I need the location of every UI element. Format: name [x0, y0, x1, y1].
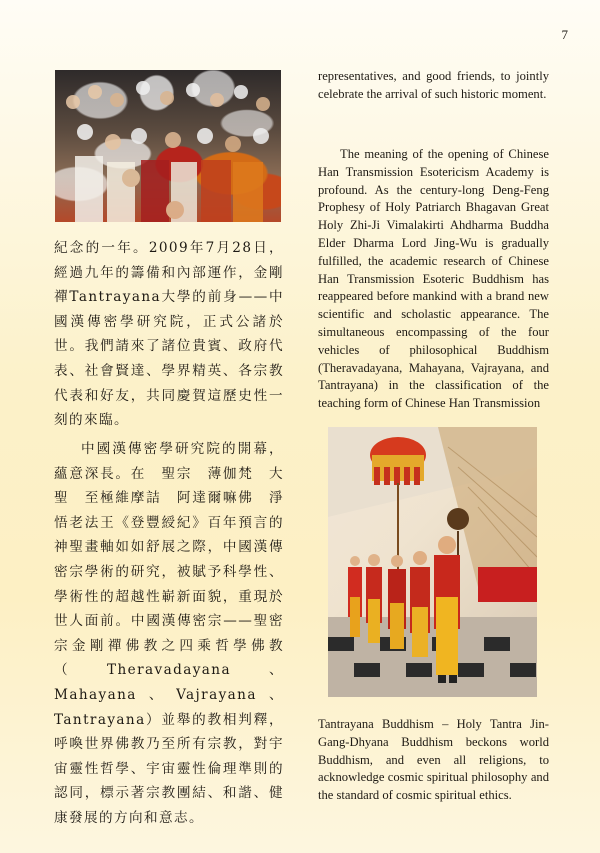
chinese-paragraph-2: 中國漢傳密學研究院的開幕，蘊意深長。在 聖宗 薄伽梵 大聖 至極維摩詰 阿達爾嘛佛 淨悟老法王《登豐綬紀》百年預言的神聖畫軸如如舒展之際，中國漢傳密宗學術的研究，被賦予科學性、學術性的超越性嶄新面貌，重現於世人面前。中國漢傳密宗——聖密宗金剛禪佛教之四乘哲學佛教（Theravadayana、Mahayana、Vajrayana、Tantrayana）並舉的教相判釋，呼喚世界佛教乃至所有宗教，對宇宙靈性哲學、宇宙靈性倫理準則的認同，標示著宗教團結、和諧、健康發展的方向和意志。 [54, 441, 284, 826]
procession-scene [328, 427, 537, 697]
monk-procession-photo [328, 427, 537, 697]
english-paragraph-2: The meaning of the opening of Chinese Han Transmission Esotericism Academy is profound. As the century-long Deng-Feng Prophesy of Holy Patriarch Bhagavan Great Holy Zhi-Ji Vimalakirti Ahdharma Buddha Elder Dharma Lord Jing-Wu is gradually fulfilled, the academic research of Chinese Han Transmission Esoteric Buddhism has reappeared before mankind with a brand new scientific and scholastic appearance. The simultaneous encompassing of the four vehicles of philosophical Buddhism (Theravadayana, Mahayana, Vajrayana, and Tantrayana) in the classification of the teaching form of Chinese Han Transmission [318, 147, 549, 411]
group-photo-figures [55, 70, 281, 222]
english-paragraph-1: representatives, and good friends, to jointly celebrate the arrival of such historic moment. [318, 69, 549, 101]
chinese-paragraph-1: 紀念的一年。2009年7月28日，經過九年的籌備和內部運作，金剛禪Tantrayana大學的前身——中國漢傳密學研究院，正式公諸於世。我們請來了諸位貴賓、政府代表、社會賢達、學界精英、各宗教代表和好友，共同慶賀這歷史性一刻的來臨。 [54, 240, 284, 429]
group-photo [55, 70, 281, 222]
page-number: 7 [561, 27, 568, 42]
photo-caption: Tantrayana Buddhism – Holy Tantra Jin-Gang-Dhyana Buddhism beckons world Buddhism, and even all religions, to acknowledge cosmic spiritual philosophy and the standard of cosmic spiritual ethics. [318, 717, 549, 803]
